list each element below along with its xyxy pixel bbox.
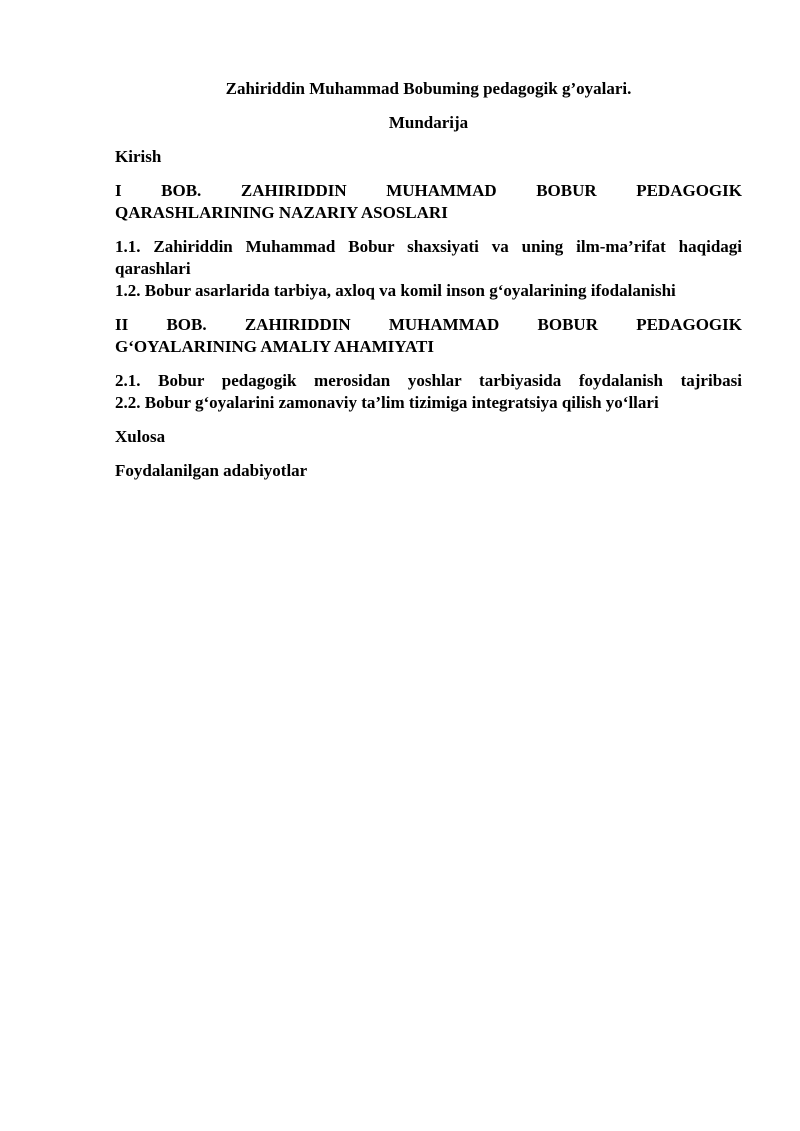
toc-item-chapter-1 <box>115 180 742 224</box>
toc-item-intro: Kirish <box>115 147 162 166</box>
section-1-1-line-1: 1.1. Zahiriddin Muhammad Bobur shaxsiyati va uning ilm-ma’rifat haqidagi <box>115 237 742 256</box>
toc-item-chapter-2 <box>115 314 742 358</box>
toc-heading: Mundarija <box>388 113 469 132</box>
toc-item-section-2-2: 2.2. Bobur g‘oyalarini zamonaviy ta’lim tizimiga integratsiya qilish yo‘llari <box>115 393 659 412</box>
toc-item-section-2-1 <box>115 370 742 392</box>
chapter-2-line-2: G‘OYALARINING AMALIY AHAMIYATI <box>115 337 434 356</box>
section-1-1-line-2: qarashlari <box>115 259 191 278</box>
section-2-1-line: 2.1. Bobur pedagogik merosidan yoshlar tarbiyasida foydalanish tajribasi <box>115 371 742 390</box>
toc-item-section-1-1 <box>115 236 742 280</box>
toc-item-conclusion: Xulosa <box>115 427 166 446</box>
toc-item-references: Foydalanilgan adabiyotlar <box>115 461 308 480</box>
chapter-1-line-2: QARASHLARINING NAZARIY ASOSLARI <box>115 203 448 222</box>
chapter-2-line-1: II BOB. ZAHIRIDDIN MUHAMMAD BOBUR PEDAGOGIK <box>115 315 742 334</box>
document-title: Zahiriddin Muhammad Bobuming pedagogik g’oyalari. <box>225 79 632 98</box>
document-content <box>115 78 742 494</box>
chapter-1-line-1: I BOB. ZAHIRIDDIN MUHAMMAD BOBUR PEDAGOGIK <box>115 181 742 200</box>
toc-item-section-1-2: 1.2. Bobur asarlarida tarbiya, axloq va komil inson g‘oyalarining ifodalanishi <box>115 281 676 300</box>
